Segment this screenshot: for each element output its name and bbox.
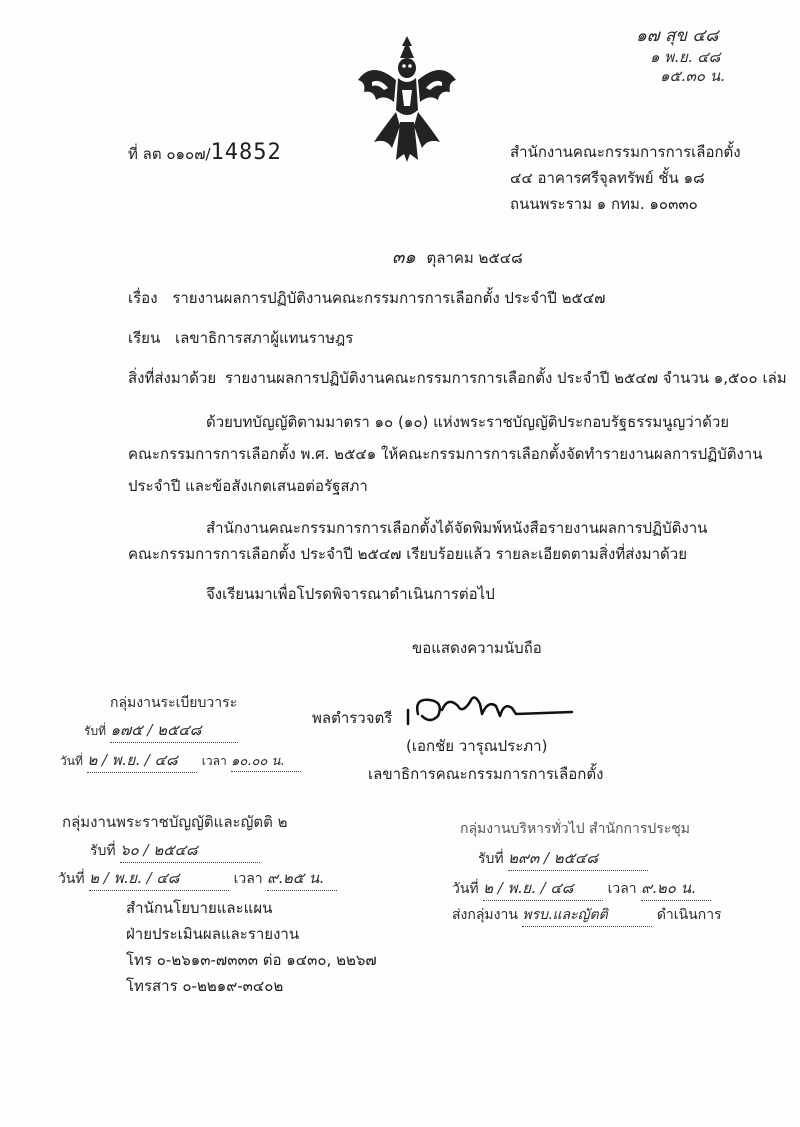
subject-line [128, 286, 605, 310]
date-day: ๓๑ [392, 247, 416, 268]
enclosure-label: สิ่งที่ส่งมาด้วย [128, 369, 217, 387]
stamp-legislation-time-value: ๙.๒๕ น. [267, 866, 337, 891]
stamp-admin-forward-label: ส่งกลุ่มงาน [452, 907, 518, 923]
stamp-agenda-date-value: ๒ / พ.ย. / ๔๘ [87, 748, 197, 773]
office-address-line-3: ถนนพระราม ๑ กทม. ๑๐๓๓๐ [510, 195, 698, 213]
stamp-legislation-date-label: วันที่ [58, 871, 85, 887]
subject-text: รายงานผลการปฏิบัติงานคณะกรรมการการเลือกตั้ง ประจำปี ๒๕๔๗ [172, 289, 606, 307]
stamp-admin-time-value: ๙.๒๐ น. [641, 876, 711, 901]
stamp-agenda-time-label: เวลา [201, 754, 227, 768]
stamp-admin-forward [452, 904, 722, 927]
paragraph-3: จึงเรียนมาเพื่อโปรดพิจารณาดำเนินการต่อไป [206, 585, 495, 603]
stamp-legislation-received-value: ๖๐ / ๒๕๔๘ [120, 838, 260, 863]
paragraph-2-line-1: สำนักงานคณะกรรมการการเลือกตั้งได้จัดพิมพ์หนังสือรายงานผลการปฏิบัติงาน [206, 519, 708, 537]
stamp-agenda-date-label: วันที่ [60, 754, 83, 768]
doc-number [128, 140, 282, 166]
stamp-legislation-time-label: เวลา [233, 871, 263, 887]
stamp-agenda-date [60, 748, 301, 773]
handwritten-note-line-3: ๑๕.๓๐ น. [660, 67, 725, 85]
stamp-admin-received-label: รับที่ [478, 851, 504, 867]
stamp-legislation-received [90, 838, 260, 863]
contact-division: ฝ่ายประเมินผลและรายงาน [126, 925, 300, 943]
stamp-legislation-date-value: ๒ / พ.ย. / ๔๘ [89, 866, 229, 891]
enclosure-text: รายงานผลการปฏิบัติงานคณะกรรมการการเลือกตั้ง ประจำปี ๒๕๔๗ จำนวน ๑,๕๐๐ เล่ม [224, 369, 787, 387]
letter-date [392, 242, 523, 271]
paragraph-1-line-2: คณะกรรมการการเลือกตั้ง พ.ศ. ๒๕๔๑ ให้คณะกรรมการการเลือกตั้งจัดทำรายงานผลการปฏิบัติงาน [128, 445, 763, 463]
stamp-admin-date-value: ๒ / พ.ย. / ๔๘ [483, 876, 603, 901]
enclosure-line [128, 366, 787, 390]
doc-number-value: 14852 [210, 140, 282, 165]
signer-rank: พลตำรวจตรี [312, 709, 393, 727]
closing-text: ขอแสดงความนับถือ [412, 639, 542, 657]
paragraph-1-line-3: ประจำปี และข้อสังเกตเสนอต่อรัฐสภา [128, 477, 368, 495]
stamp-admin-forward-value: พรบ.และญัตติ [522, 904, 652, 927]
subject-label: เรื่อง [128, 289, 158, 307]
stamp-legislation-date [58, 866, 337, 891]
stamp-admin-date [452, 876, 711, 901]
stamp-admin-received-value: ๒๙๓ / ๒๕๔๘ [508, 846, 648, 871]
signer-position: เลขาธิการคณะกรรมการการเลือกตั้ง [368, 765, 604, 783]
stamp-admin-date-label: วันที่ [452, 881, 479, 897]
handwritten-note-line-2: ๑ พ.ย. ๔๘ [650, 48, 721, 66]
handwritten-note-line-1: ๑๗ สุข ๔๘ [636, 26, 719, 46]
stamp-agenda-received [84, 718, 238, 743]
paragraph-2-line-2: คณะกรรมการการเลือกตั้ง ประจำปี ๒๕๔๗ เรียบร้อยแล้ว รายละเอียดตามสิ่งที่ส่งมาด้วย [128, 545, 687, 563]
stamp-agenda-received-label: รับที่ [84, 724, 106, 738]
stamp-legislation-title: กลุ่มงานพระราชบัญญัติและญัตติ ๒ [62, 813, 288, 831]
recipient-line [128, 326, 353, 350]
stamp-admin-received [478, 846, 648, 871]
stamp-agenda-received-value: ๑๗๕ / ๒๕๔๘ [110, 718, 238, 743]
recipient-text: เลขาธิการสภาผู้แทนราษฎร [175, 329, 354, 347]
recipient-label: เรียน [128, 329, 161, 347]
office-address-line-1: สำนักงานคณะกรรมการการเลือกตั้ง [510, 143, 741, 161]
office-address-line-2: ๔๔ อาคารศรีจุลทรัพย์ ชั้น ๑๘ [510, 169, 705, 187]
stamp-agenda-time-value: ๑๐.๐๐ น. [231, 750, 301, 772]
contact-unit: สำนักนโยบายและแผน [126, 899, 273, 917]
garuda-emblem-icon [352, 30, 462, 165]
signature-mark [400, 680, 580, 730]
doc-number-prefix: ที่ ลต ๐๑๐๗/ [128, 145, 211, 163]
paragraph-1-line-1: ด้วยบทบัญญัติตามมาตรา ๑๐ (๑๐) แห่งพระราชบัญญัติประกอบรัฐธรรมนูญว่าด้วย [206, 413, 730, 431]
stamp-legislation-received-label: รับที่ [90, 843, 116, 859]
contact-fax: โทรสาร ๐-๒๒๑๙-๓๔๐๒ [126, 977, 284, 995]
stamp-agenda-title: กลุ่มงานระเบียบวาระ [110, 695, 238, 711]
contact-phone: โทร ๐-๒๖๑๓-๗๓๓๓ ต่อ ๑๔๓๐, ๒๒๖๗ [126, 951, 377, 969]
signer-name: (เอกชัย วารุณประภา) [406, 737, 548, 755]
stamp-admin-title: กลุ่มงานบริหารทั่วไป สำนักการประชุม [460, 821, 691, 837]
date-month-year: ตุลาคม ๒๕๔๘ [426, 249, 523, 267]
stamp-admin-time-label: เวลา [607, 881, 637, 897]
stamp-admin-forward-suffix: ดำเนินการ [656, 907, 722, 923]
